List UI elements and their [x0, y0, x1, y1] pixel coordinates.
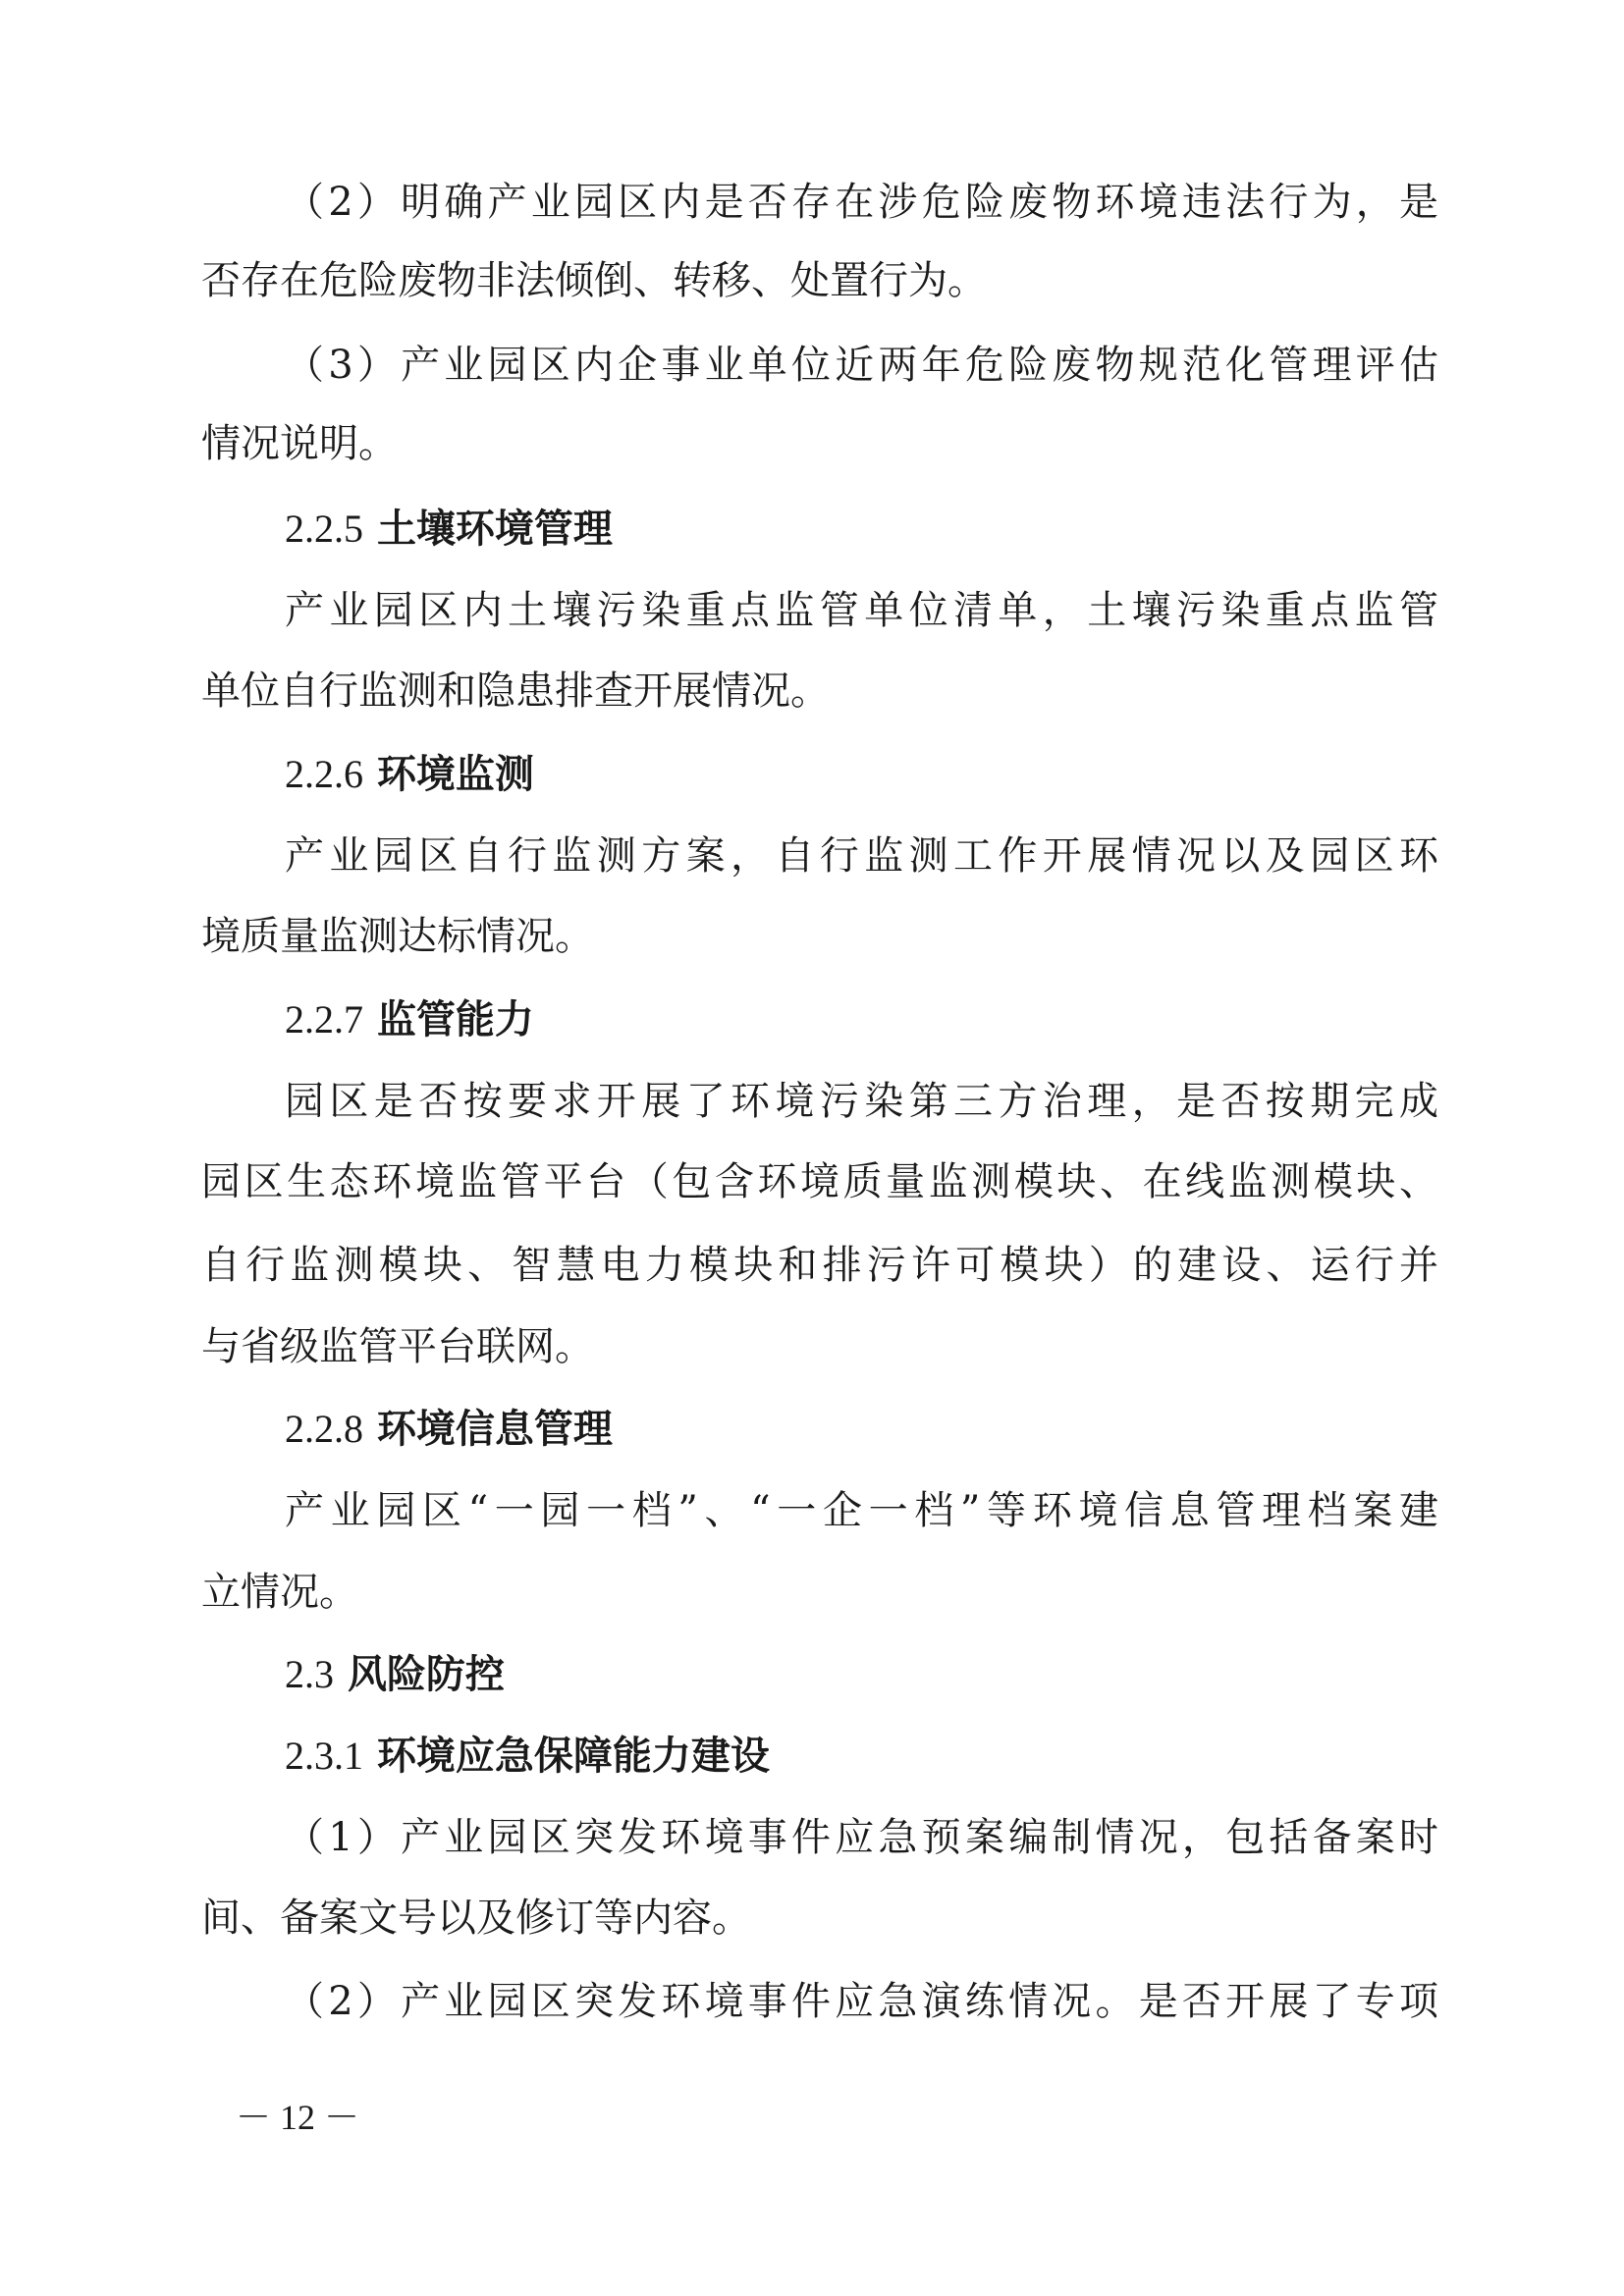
paragraph-line: 自行监测模块、智慧电力模块和排污许可模块）的建设、运行并 — [201, 1243, 1438, 1288]
paragraph-line: 园区生态环境监管平台（包含环境质量监测模块、在线监测模块、 — [201, 1159, 1438, 1204]
paragraph-line: 与省级监管平台联网。 — [201, 1324, 594, 1369]
section-heading — [285, 751, 534, 798]
section-heading — [285, 996, 534, 1043]
section-number: 2.2.6 — [285, 752, 363, 796]
section-title: 土壤环境管理 — [376, 507, 613, 552]
paragraph-line: 间、备案文号以及修订等内容。 — [201, 1896, 751, 1941]
paragraph-line: 否存在危险废物非法倾倒、转移、处置行为。 — [201, 258, 987, 303]
paragraph-line: 境质量监测达标情况。 — [201, 914, 594, 959]
paragraph-line: 情况说明。 — [201, 421, 398, 466]
section-title: 环境应急保障能力建设 — [376, 1734, 770, 1779]
paragraph-line: （1）产业园区突发环境事件应急预案编制情况，包括备案时 — [285, 1815, 1438, 1860]
section-heading — [285, 1651, 505, 1698]
section-heading — [285, 1406, 613, 1453]
section-heading — [285, 506, 613, 553]
section-title: 环境监测 — [376, 752, 534, 797]
section-heading — [285, 1733, 770, 1780]
section-number: 2.3 — [285, 1652, 334, 1696]
paragraph-line: （3）产业园区内企事业单位近两年危险废物规范化管理评估 — [285, 343, 1438, 388]
section-number: 2.3.1 — [285, 1734, 363, 1778]
section-title: 风险防控 — [347, 1652, 505, 1697]
section-number: 2.2.8 — [285, 1407, 363, 1451]
section-title: 环境信息管理 — [376, 1407, 613, 1452]
section-number: 2.2.7 — [285, 997, 363, 1041]
paragraph-line: 产业园区“一园一档”、“一企一档”等环境信息管理档案建 — [285, 1488, 1438, 1533]
paragraph-line: 立情况。 — [201, 1570, 358, 1615]
paragraph-line: （2）产业园区突发环境事件应急演练情况。是否开展了专项 — [285, 1979, 1438, 2024]
section-number: 2.2.5 — [285, 507, 363, 551]
page-number: － 12 － — [236, 2098, 360, 2137]
paragraph-line: 单位自行监测和隐患排查开展情况。 — [201, 668, 830, 714]
section-title: 监管能力 — [376, 997, 534, 1042]
paragraph-line: 产业园区内土壤污染重点监管单位清单，土壤污染重点监管 — [285, 588, 1438, 633]
paragraph-line: 园区是否按要求开展了环境污染第三方治理，是否按期完成 — [285, 1079, 1438, 1124]
paragraph-line: 产业园区自行监测方案，自行监测工作开展情况以及园区环 — [285, 833, 1438, 879]
paragraph-line: （2）明确产业园区内是否存在涉危险废物环境违法行为，是 — [285, 180, 1438, 225]
